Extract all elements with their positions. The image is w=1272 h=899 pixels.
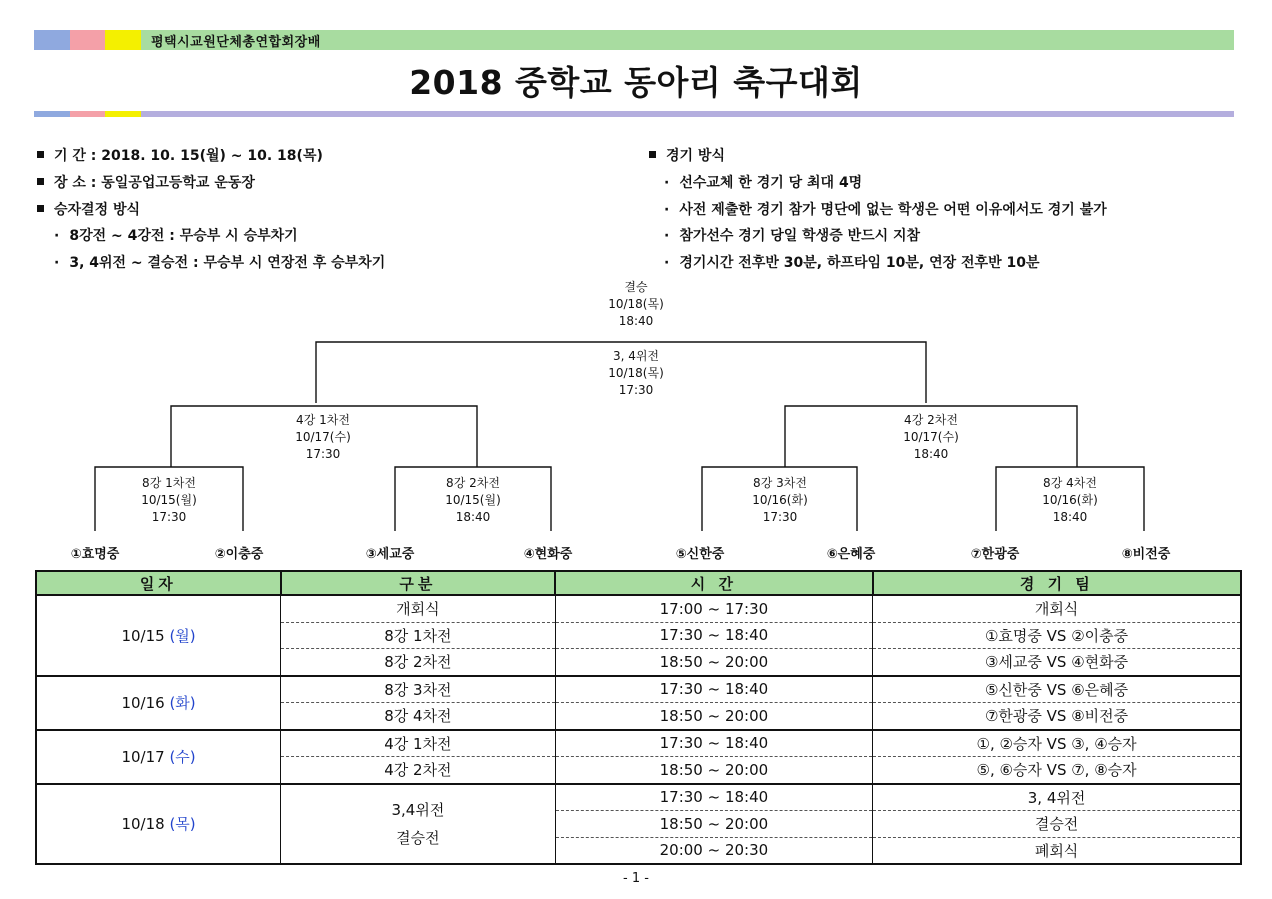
time-cell: 18:50 ~ 20:00 [555,649,872,676]
table-row [36,676,1241,703]
header-type: 구분 [281,571,556,595]
page-number: - 1 - [623,871,649,886]
team-8: ⑧비전중 [1121,547,1171,562]
qf4-match-label: 8강 4차전 10/16(화) 18:40 [1042,476,1098,524]
bullet-dot-icon: · [664,228,670,244]
table-row [36,595,1241,622]
final-match-label: 결승 10/18(목) 18:40 [608,280,664,328]
teams-cell: 폐회식 [873,837,1241,864]
page-title: 2018 중학교 동아리 축구대회 [409,63,863,102]
type-cell: 3,4위전 결승전 [281,784,556,865]
match-rule-4: 경기시간 전후반 30분, 하프타임 10분, 연장 전후반 10분 [679,255,1040,271]
type-cell: 8강 2차전 [281,649,556,676]
bullet-dot-icon: · [664,255,670,271]
match-rule-1: 선수교체 한 경기 당 최대 4명 [679,175,863,191]
type-cell: 4강 2차전 [281,757,556,784]
venue-text: 장 소 : 동일공업고등학교 운동장 [54,175,255,191]
teams-cell: 3, 4위전 [873,784,1241,811]
qf2-match-label: 8강 2차전 10/15(월) 18:40 [445,476,501,524]
team-6: ⑥은혜중 [826,547,876,562]
type-cell: 4강 1차전 [281,730,556,757]
time-cell: 17:30 ~ 18:40 [555,622,872,649]
date-cell: 10/18 (목) [36,784,281,865]
time-cell: 18:50 ~ 20:00 [555,811,872,838]
teams-cell: 결승전 [873,811,1241,838]
type-cell: 8강 1차전 [281,622,556,649]
third-place-match-label: 3, 4위전 10/18(목) 17:30 [608,349,664,397]
period-text: 기 간 : 2018. 10. 15(월) ~ 10. 18(목) [54,148,323,164]
team-5: ⑤신한중 [675,547,725,562]
team-4: ④현화중 [523,547,573,562]
match-rules-title: 경기 방식 [666,148,725,164]
teams-cell: ⑤신한중 VS ⑥은혜중 [873,676,1241,703]
team-7: ⑦한광중 [970,547,1020,562]
teams-cell: 개회식 [873,595,1241,622]
team-3: ③세교중 [365,547,415,562]
date-cell: 10/17 (수) [36,730,281,784]
decision-rule-1: 8강전 ~ 4강전 : 무승부 시 승부차기 [69,228,298,244]
schedule-table [35,570,1242,865]
match-rule-3: 참가선수 경기 당일 학생증 반드시 지참 [679,228,921,244]
time-cell: 17:30 ~ 18:40 [555,730,872,757]
decision-title: 승자결정 방식 [54,202,141,218]
header-date: 일자 [36,571,281,595]
header-time: 시 간 [555,571,872,595]
match-rule-2: 사전 제출한 경기 참가 명단에 없는 학생은 어떤 이유에서도 경기 불가 [679,202,1107,218]
semi1-match-label: 4강 1차전 10/17(수) 17:30 [295,413,351,461]
bullet-dot-icon: · [54,255,60,271]
time-cell: 18:50 ~ 20:00 [555,757,872,784]
time-cell: 20:00 ~ 20:30 [555,837,872,864]
type-cell: 8강 3차전 [281,676,556,703]
semi2-match-label: 4강 2차전 10/17(수) 18:40 [903,413,959,461]
type-cell: 8강 4차전 [281,703,556,730]
bullet-dot-icon: · [664,202,670,218]
type-cell: 개회식 [281,595,556,622]
date-cell: 10/16 (화) [36,676,281,730]
header-subtitle: 평택시교원단체총연합회장배 [151,35,321,50]
time-cell: 18:50 ~ 20:00 [555,703,872,730]
table-row [36,784,1241,811]
team-2: ②이충중 [214,547,264,562]
teams-cell: ③세교중 VS ④현화중 [873,649,1241,676]
bullet-dot-icon: · [54,228,60,244]
team-1: ①효명중 [70,547,120,562]
table-row [36,730,1241,757]
teams-cell: ①효명중 VS ②이충중 [873,622,1241,649]
time-cell: 17:00 ~ 17:30 [555,595,872,622]
decision-rule-2: 3, 4위전 ~ 결승전 : 무승부 시 연장전 후 승부차기 [69,255,386,271]
date-cell: 10/15 (월) [36,595,281,676]
teams-cell: ⑦한광중 VS ⑧비전중 [873,703,1241,730]
header-teams: 경 기 팀 [873,571,1241,595]
teams-cell: ①, ②승자 VS ③, ④승자 [873,730,1241,757]
table-header-row [36,571,1241,595]
teams-cell: ⑤, ⑥승자 VS ⑦, ⑧승자 [873,757,1241,784]
qf3-match-label: 8강 3차전 10/16(화) 17:30 [752,476,808,524]
bullet-dot-icon: · [664,175,670,191]
time-cell: 17:30 ~ 18:40 [555,784,872,811]
qf1-match-label: 8강 1차전 10/15(월) 17:30 [141,476,197,524]
time-cell: 17:30 ~ 18:40 [555,676,872,703]
